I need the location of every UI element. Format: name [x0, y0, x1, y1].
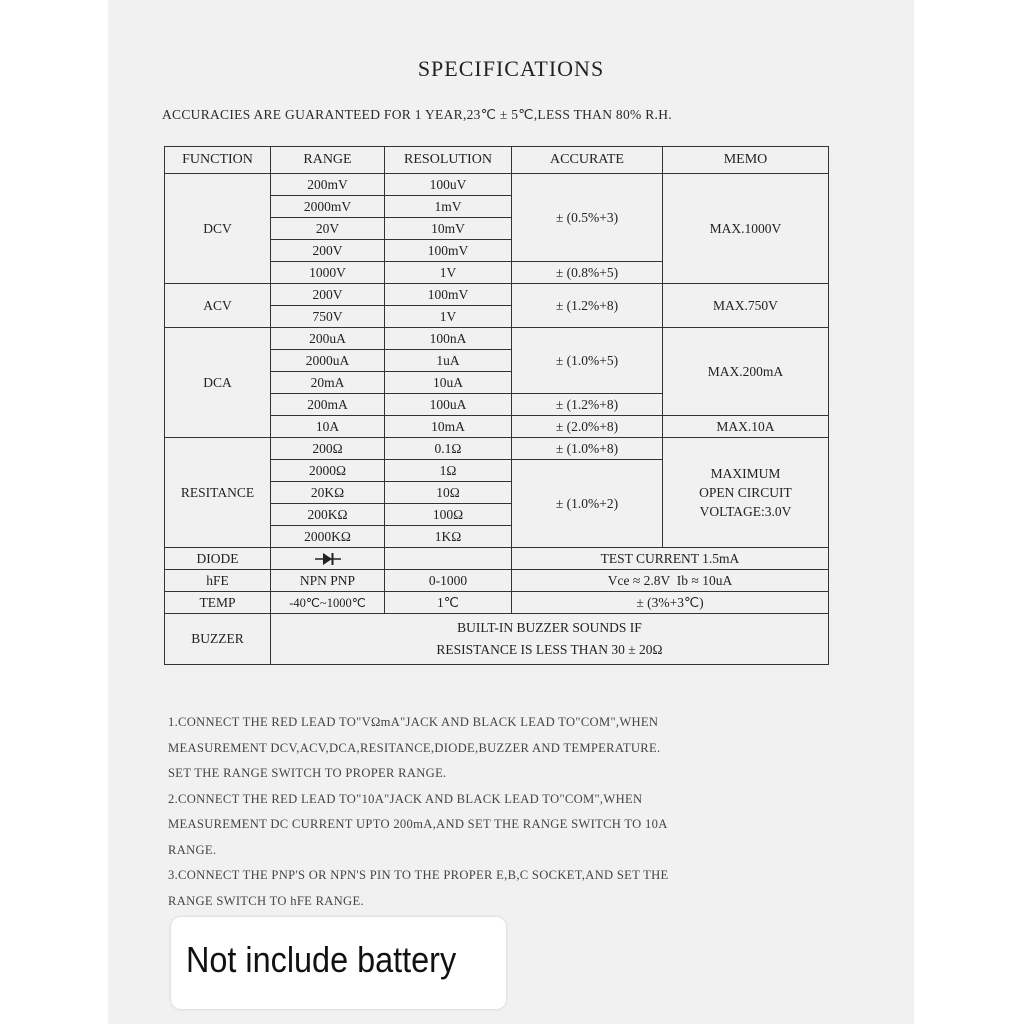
function-resistance: RESITANCE: [165, 438, 271, 548]
range-cell: [271, 548, 385, 570]
table-row: [165, 284, 829, 306]
table-header-row: [165, 147, 829, 174]
function-buzzer: BUZZER: [165, 614, 271, 665]
range-cell: 200V: [271, 284, 385, 306]
instruction-line: 2.CONNECT THE RED LEAD TO"10A"JACK AND BLACK LEAD TO"COM",WHEN: [168, 791, 643, 806]
range-cell: 200mA: [271, 394, 385, 416]
range-cell: 1000V: [271, 262, 385, 284]
resolution-cell: 1V: [385, 306, 512, 328]
memo-line: OPEN CIRCUIT: [699, 485, 792, 500]
header-memo: MEMO: [663, 147, 829, 174]
range-cell: 20mA: [271, 372, 385, 394]
accurate-cell: ± (1.2%+8): [512, 284, 663, 328]
instruction-line: MEASUREMENT DC CURRENT UPTO 200mA,AND SET THE RANGE SWITCH TO 10A: [168, 817, 668, 831]
range-cell: 200Ω: [271, 438, 385, 460]
range-cell: 2000mV: [271, 196, 385, 218]
range-cell: 20KΩ: [271, 482, 385, 504]
accurate-cell: ± (1.0%+2): [512, 460, 663, 548]
header-resolution: RESOLUTION: [385, 147, 512, 174]
accurate-cell: ± (1.2%+8): [512, 394, 663, 416]
resolution-cell: 100nA: [385, 328, 512, 350]
table-row: [165, 570, 829, 592]
memo-cell: [663, 438, 829, 548]
resolution-cell: 100uV: [385, 174, 512, 196]
resolution-cell: 100mV: [385, 240, 512, 262]
memo-line: MAXIMUM: [710, 466, 781, 481]
specifications-table: [164, 146, 829, 665]
battery-notice-text: Not include battery: [186, 939, 457, 980]
header-function: FUNCTION: [165, 147, 271, 174]
range-cell: -40℃~1000℃: [271, 592, 385, 614]
accuracy-guarantee-text: ACCURACIES ARE GUARANTEED FOR 1 YEAR,23℃ ± 5℃,LESS THAN 80% R.H.: [162, 107, 672, 122]
function-dca: DCA: [165, 328, 271, 438]
resolution-cell: 10mV: [385, 218, 512, 240]
range-cell: NPN PNP: [271, 570, 385, 592]
note-cell: Vce ≈ 2.8V Ib ≈ 10uA: [512, 570, 829, 592]
resolution-cell: 10uA: [385, 372, 512, 394]
accurate-cell: ± (0.5%+3): [512, 174, 663, 262]
header-range: RANGE: [271, 147, 385, 174]
range-cell: 2000KΩ: [271, 526, 385, 548]
instruction-line: RANGE.: [168, 842, 217, 857]
function-temp: TEMP: [165, 592, 271, 614]
range-cell: 10A: [271, 416, 385, 438]
range-cell: 200V: [271, 240, 385, 262]
resolution-cell: 1V: [385, 262, 512, 284]
note-cell: ± (3%+3℃): [512, 592, 829, 614]
memo-cell: MAX.1000V: [663, 174, 829, 284]
function-diode: DIODE: [165, 548, 271, 570]
resolution-cell: 0-1000: [385, 570, 512, 592]
range-cell: 200mV: [271, 174, 385, 196]
function-hfe: hFE: [165, 570, 271, 592]
range-cell: 20V: [271, 218, 385, 240]
range-cell: 200KΩ: [271, 504, 385, 526]
accurate-cell: ± (1.0%+8): [512, 438, 663, 460]
resolution-cell: 1uA: [385, 350, 512, 372]
instruction-line: 1.CONNECT THE RED LEAD TO"VΩmA"JACK AND BLACK LEAD TO"COM",WHEN: [168, 715, 659, 729]
resolution-cell: 100Ω: [385, 504, 512, 526]
memo-line: VOLTAGE:3.0V: [699, 504, 792, 519]
resolution-cell: 1mV: [385, 196, 512, 218]
range-cell: 2000uA: [271, 350, 385, 372]
header-accurate: ACCURATE: [512, 147, 663, 174]
table-row: [165, 174, 829, 196]
buzzer-note-cell: [271, 614, 829, 665]
instructions-block: [168, 710, 848, 914]
diode-symbol-icon: [315, 552, 341, 566]
buzzer-line: RESISTANCE IS LESS THAN 30 ± 20Ω: [436, 642, 663, 657]
function-acv: ACV: [165, 284, 271, 328]
range-cell: 750V: [271, 306, 385, 328]
range-cell: 2000Ω: [271, 460, 385, 482]
page-title: SPECIFICATIONS: [417, 56, 605, 81]
instruction-line: SET THE RANGE SWITCH TO PROPER RANGE.: [168, 766, 447, 780]
instruction-line: MEASUREMENT DCV,ACV,DCA,RESITANCE,DIODE,BUZZER AND TEMPERATURE.: [168, 740, 661, 755]
table-row: [165, 328, 829, 350]
resolution-cell: 100uA: [385, 394, 512, 416]
instruction-line: RANGE SWITCH TO hFE RANGE.: [168, 893, 364, 908]
battery-notice-sticker: [171, 917, 506, 1009]
table-row: [165, 614, 829, 665]
memo-cell: MAX.200mA: [663, 328, 829, 416]
accurate-cell: ± (0.8%+5): [512, 262, 663, 284]
resolution-cell: 1Ω: [385, 460, 512, 482]
resolution-cell: 10Ω: [385, 482, 512, 504]
table-row: [165, 592, 829, 614]
memo-cell: MAX.750V: [663, 284, 829, 328]
resolution-cell: 10mA: [385, 416, 512, 438]
memo-cell: MAX.10A: [663, 416, 829, 438]
instruction-line: 3.CONNECT THE PNP'S OR NPN'S PIN TO THE PROPER E,B,C SOCKET,AND SET THE: [168, 868, 669, 882]
table-row: [165, 548, 829, 570]
table-row: [165, 438, 829, 460]
buzzer-line: BUILT-IN BUZZER SOUNDS IF: [457, 620, 642, 635]
range-cell: 200uA: [271, 328, 385, 350]
resolution-cell: 0.1Ω: [385, 438, 512, 460]
resolution-cell: [385, 548, 512, 570]
resolution-cell: 100mV: [385, 284, 512, 306]
function-dcv: DCV: [165, 174, 271, 284]
resolution-cell: 1℃: [385, 592, 512, 614]
accurate-cell: ± (1.0%+5): [512, 328, 663, 394]
note-cell: TEST CURRENT 1.5mA: [512, 548, 829, 570]
accurate-cell: ± (2.0%+8): [512, 416, 663, 438]
resolution-cell: 1KΩ: [385, 526, 512, 548]
